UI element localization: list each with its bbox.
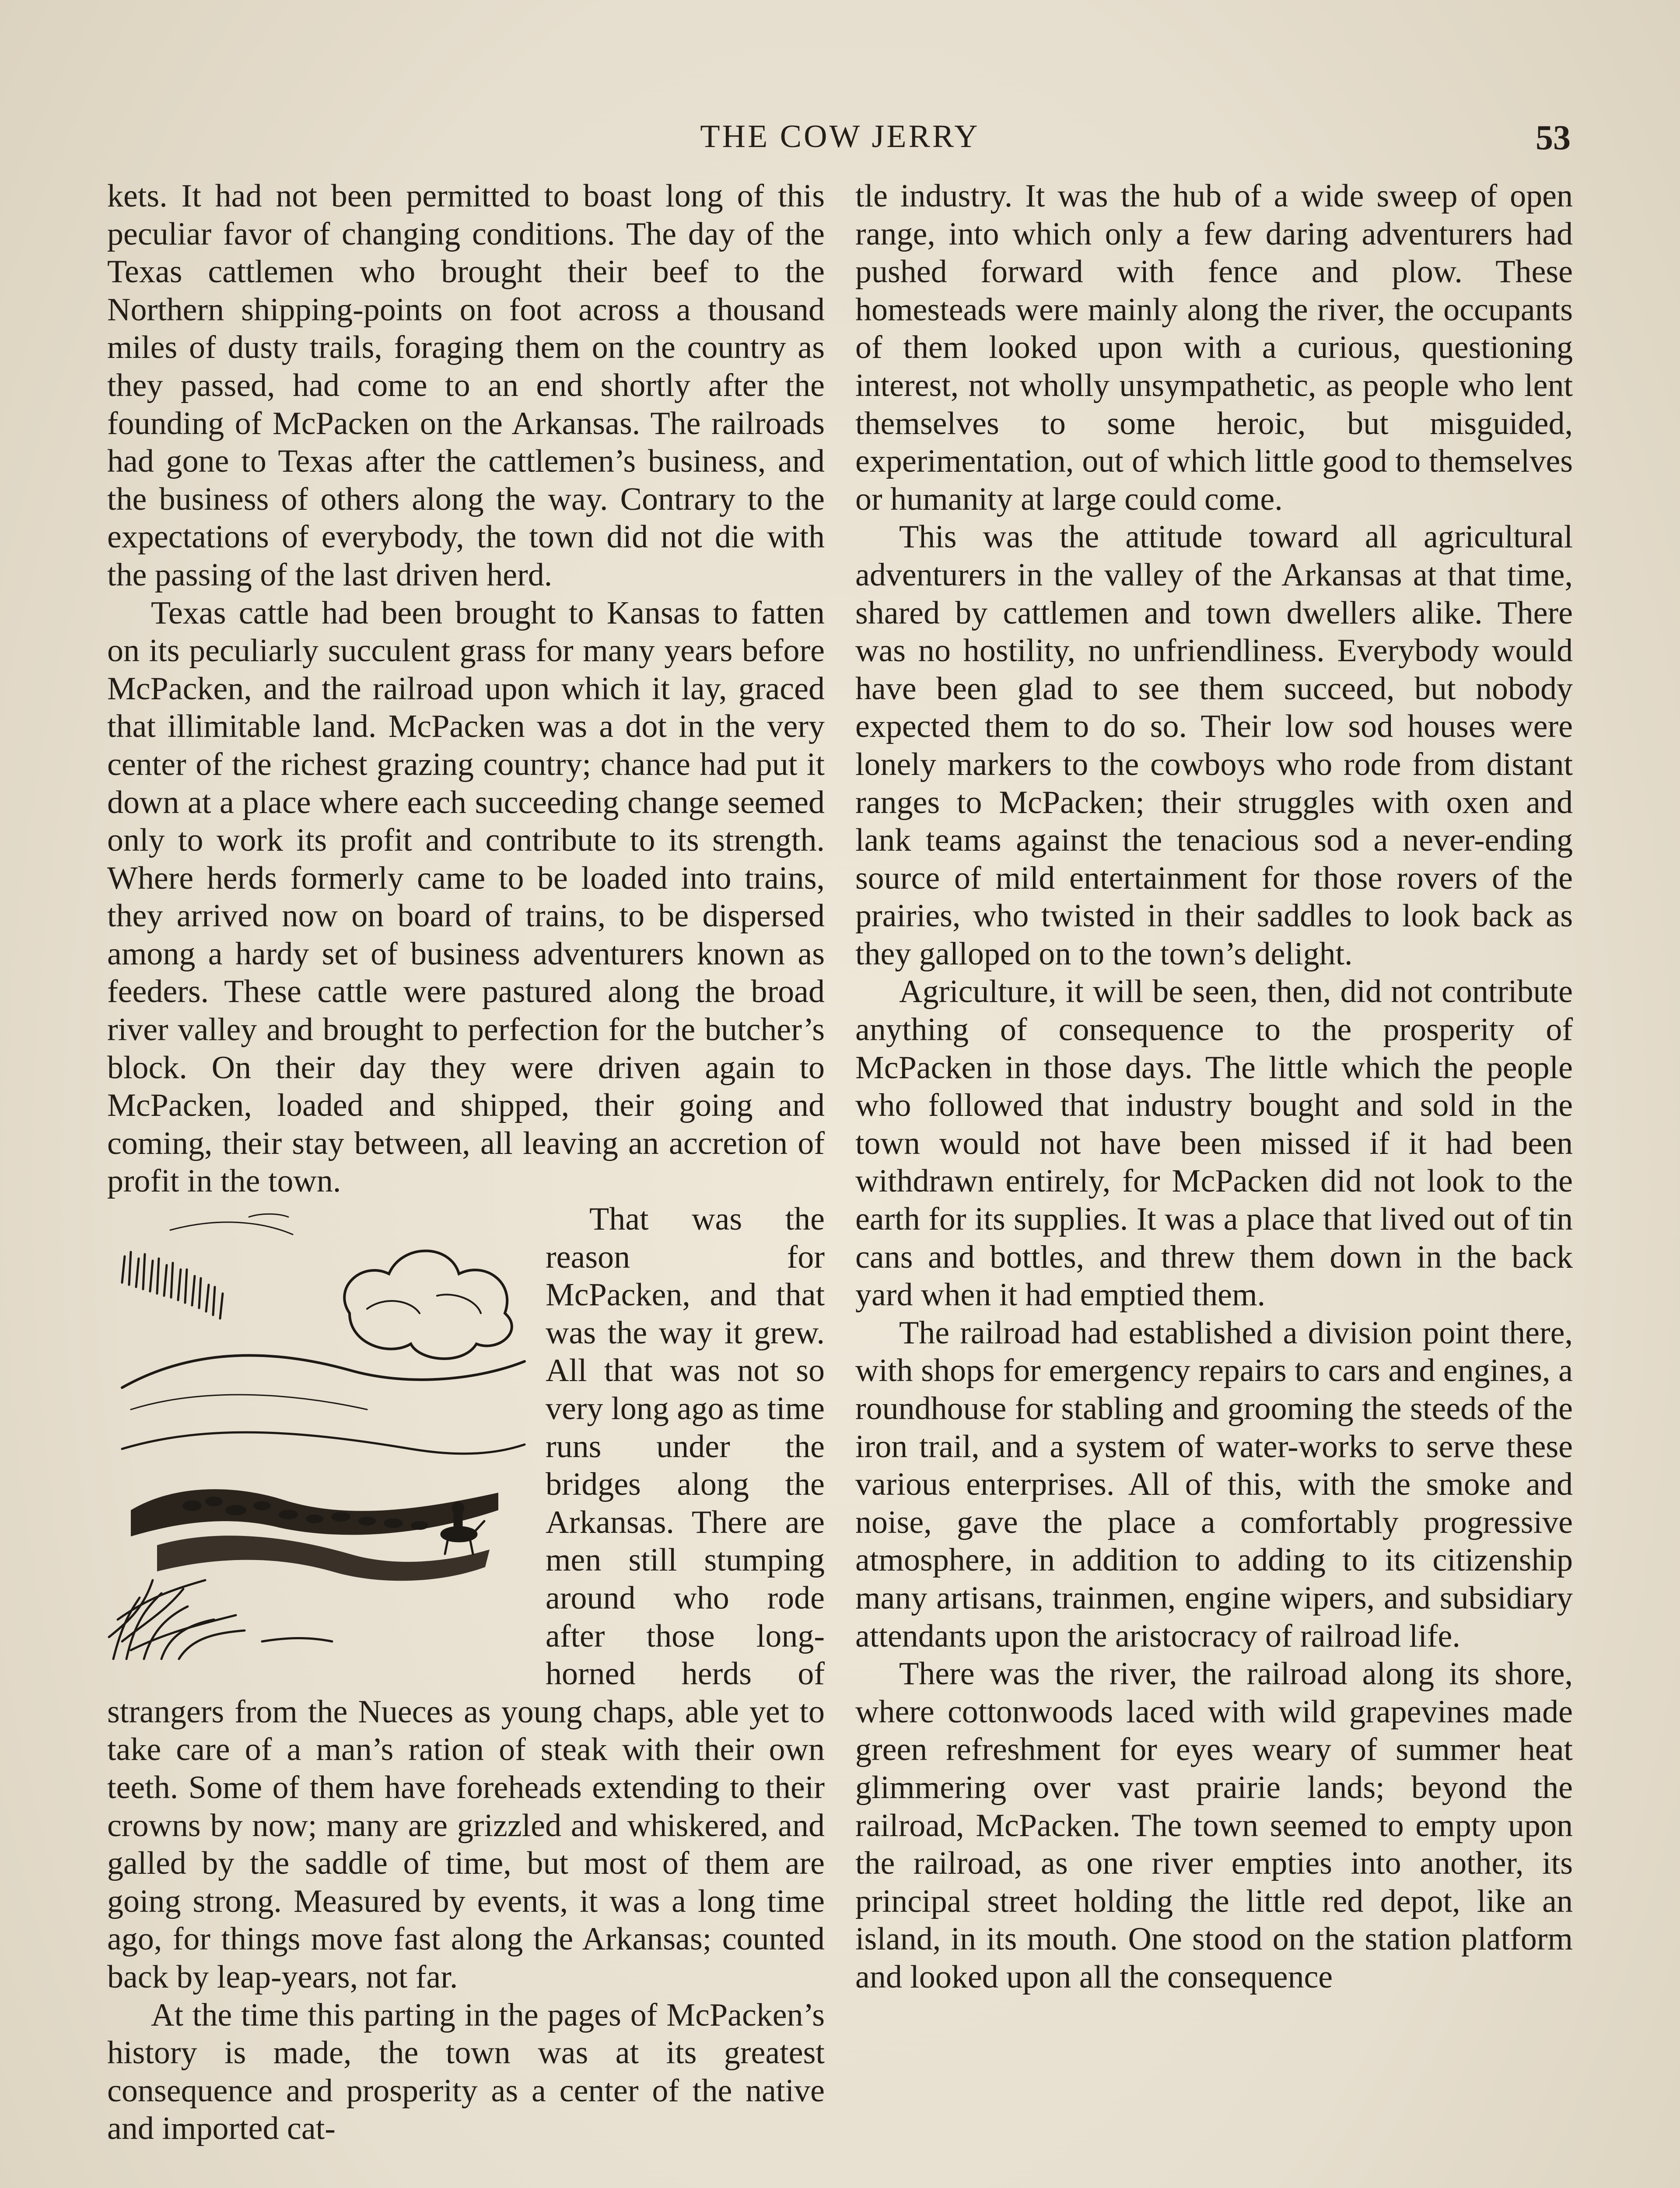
page-number: 53 (1536, 119, 1571, 157)
cattle-drive-drawing (105, 1204, 533, 1668)
paragraph: kets. It had not been permitted to boast long of this peculiar favor of changing conditions. The day of the Texas cattlemen who brought their beef to the Northern shipping-points on foot across a thousand miles of dusty trails, foraging them on the country as they passed, had come to an end shortly after the founding of McPacken on the Arkansas. The railroads had gone to Texas after the cattlemen’s business, and the business of others along the way. Contrary to the expectations of everybody, the town did not die with the passing of the last driven herd. (107, 178, 825, 593)
paragraph: tle industry. It was the hub of a wide sweep of open range, into which only a few daring adventurers had pushed forward with fence and plow. These homesteads were mainly along the river, the occupants of them looked upon with a curious, questioning interest, not wholly unsympathetic, as people who lent themselves to some heroic, but misguided, experimentation, out of which little good to themselves or humanity at large could come. (855, 178, 1573, 517)
paragraph: The railroad had established a division point there, with shops for emergency repairs to cars and engines, a roundhouse for stabling and grooming the steeds of the iron trail, and a system of water-works to serve these various enterprises. All of this, with the smoke and noise, gave the place a comfortably progressive atmosphere, in addition to adding to its citizenship many artisans, trainmen, engine wipers, and subsidiary attendants upon the aristocracy of railroad life. (855, 1315, 1573, 1654)
left-column (107, 177, 825, 2148)
paragraph: That was the reason for McPacken, and that was the way it grew. All that was not so very long ago as time runs under the bridges along the Arkansas. There are men still stumping around who rode after those long-horned herds of strangers from the Nueces as young chaps, able yet to take care of a man’s ration of steak with their own teeth. Some of them have foreheads extending to their crowns by now; many are grizzled and whiskered, and galled by the saddle of time, but most of them are going strong. Measured by events, it was a long time ago, for things move fast along the Arkansas; counted back by leap-years, not far. (107, 1201, 825, 1995)
paragraph: There was the river, the railroad along its shore, where cottonwoods laced with wild grapevines made green refreshment for eyes weary of summer heat glimmering over vast prairie lands; beyond the railroad, McPacken. The town seemed to empty upon the railroad, as one river empties into another, its principal street holding the little red depot, like an island, in its mouth. One stood on the station platform and looked upon all the consequence (855, 1656, 1573, 1995)
paragraph: This was the attitude toward all agricultural adventurers in the valley of the Arkansas at that time, shared by cattlemen and town dwellers alike. There was no hostility, no unfriendliness. Everybody would have been glad to see them succeed, but nobody expected them to do so. Their low sod houses were lonely markers to the cowboys who rode from distant ranges to McPacken; their struggles with oxen and lank teams against the tenacious sod a never-ending source of mild entertainment for those rovers of the prairies, who twisted in their saddles to look back as they galloped on to the town’s delight. (855, 519, 1573, 972)
paragraph: At the time this parting in the pages of McPacken’s history is made, the town was at its greatest consequence and prosperity as a center of the native and imported cat- (107, 1997, 825, 2147)
paragraph: Agriculture, it will be seen, then, did not contribute anything of consequence to the prosperity of McPacken in those days. The little which the people who followed that industry bought and sold in the town would not have been missed if it had been withdrawn entirely, for McPacken did not look to the earth for its supplies. It was a place that lived out of tin cans and bottles, and threw them down in the back yard when it had emptied them. (855, 974, 1573, 1313)
running-head: THE COW JERRY (700, 119, 980, 154)
page-header (0, 118, 1680, 166)
paragraph: Texas cattle had been brought to Kansas to fatten on its peculiarly succulent grass for many years before McPacken, and the railroad upon which it lay, graced that illimitable land. McPacken was a dot in the very center of the richest grazing country; chance had put it down at a place where each succeeding change seemed only to work its profit and contribute to its strength. Where herds formerly came to be loaded into trains, they arrived now on board of trains, to be dispersed among a hardy set of business adventurers known as feeders. These cattle were pastured along the broad river valley and brought to perfection for the butcher’s block. On their day they were driven again to McPacken, loaded and shipped, their going and coming, their stay between, all leaving an accretion of profit in the town. (107, 595, 825, 1199)
right-column (855, 177, 1573, 1996)
cattle-drive-illustration (105, 1204, 533, 1668)
